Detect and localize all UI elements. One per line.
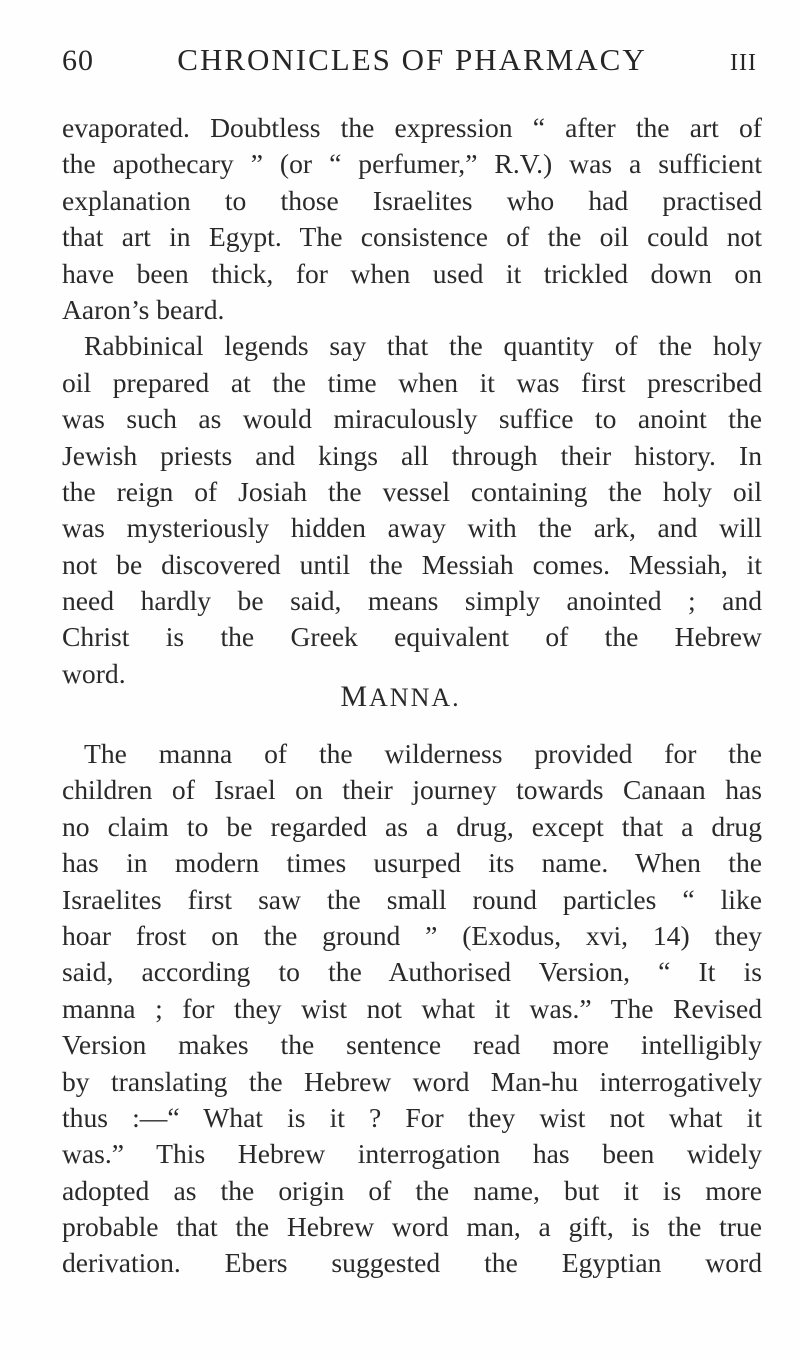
text-line: not be discovered until the Messiah comes. Messiah, it [62, 548, 762, 580]
text-line: Rabbinical legends say that the quantity of the holy [84, 330, 762, 362]
volume-number: III [730, 50, 757, 76]
running-title: CHRONICLES OF PHARMACY [177, 42, 647, 77]
text-line: oil prepared at the time when it was first prescribed [62, 366, 762, 398]
text-line: that art in Egypt. The consistence of the oil could not [62, 221, 762, 253]
section-heading-manna [0, 680, 801, 714]
text-line: word. [62, 657, 126, 689]
heading-rest: ANNA. [369, 683, 461, 712]
text-line: manna ; for they wist not what it was.” The Revised [62, 992, 762, 1024]
body-text-manna [62, 736, 762, 1282]
text-line: Israelites first saw the small round particles “ like [62, 883, 762, 915]
text-line: was.” This Hebrew interrogation has been widely [62, 1138, 762, 1170]
text-line: evaporated. Doubtless the expression “ after the art of [62, 112, 762, 143]
text-line: Christ is the Greek equivalent of the Hebrew [62, 621, 762, 653]
heading-initial: M [340, 680, 370, 713]
text-line: probable that the Hebrew word man, a gift, is the true [62, 1211, 762, 1243]
text-line: Aaron’s beard. [62, 293, 225, 325]
text-line: derivation. Ebers suggested the Egyptian word [62, 1247, 762, 1279]
text-line: the reign of Josiah the vessel containing the holy oil [62, 475, 762, 507]
text-line: have been thick, for when used it trickled down on [62, 257, 762, 289]
text-line: Version makes the sentence read more intelligibly [62, 1029, 762, 1061]
text-line: by translating the Hebrew word Man-hu interrogatively [62, 1065, 762, 1097]
running-header [62, 42, 757, 86]
text-line: no claim to be regarded as a drug, except that a drug [62, 810, 762, 842]
text-line: hoar frost on the ground ” (Exodus, xvi, 14) they [62, 919, 762, 951]
text-line: Jewish priests and kings all through their history. In [62, 439, 762, 471]
text-line: was mysteriously hidden away with the ark, and will [62, 512, 762, 544]
text-line: explanation to those Israelites who had practised [62, 184, 762, 216]
text-line: adopted as the origin of the name, but it is more [62, 1174, 762, 1206]
text-line: has in modern times usurped its name. When the [62, 847, 762, 879]
page-number: 60 [62, 44, 94, 77]
text-line: The manna of the wilderness provided for the [84, 738, 762, 769]
text-line: need hardly be said, means simply anointed ; and [62, 585, 762, 617]
text-line: the apothecary ” (or “ perfumer,” R.V.) was a sufficient [62, 148, 762, 180]
body-text-top [62, 110, 762, 692]
text-line: was such as would miraculously suffice to anoint the [62, 403, 762, 435]
text-line: thus :—“ What is it ? For they wist not what it [62, 1101, 762, 1133]
text-line: children of Israel on their journey towards Canaan has [62, 774, 762, 806]
text-line: said, according to the Authorised Version, “ It is [62, 956, 762, 988]
